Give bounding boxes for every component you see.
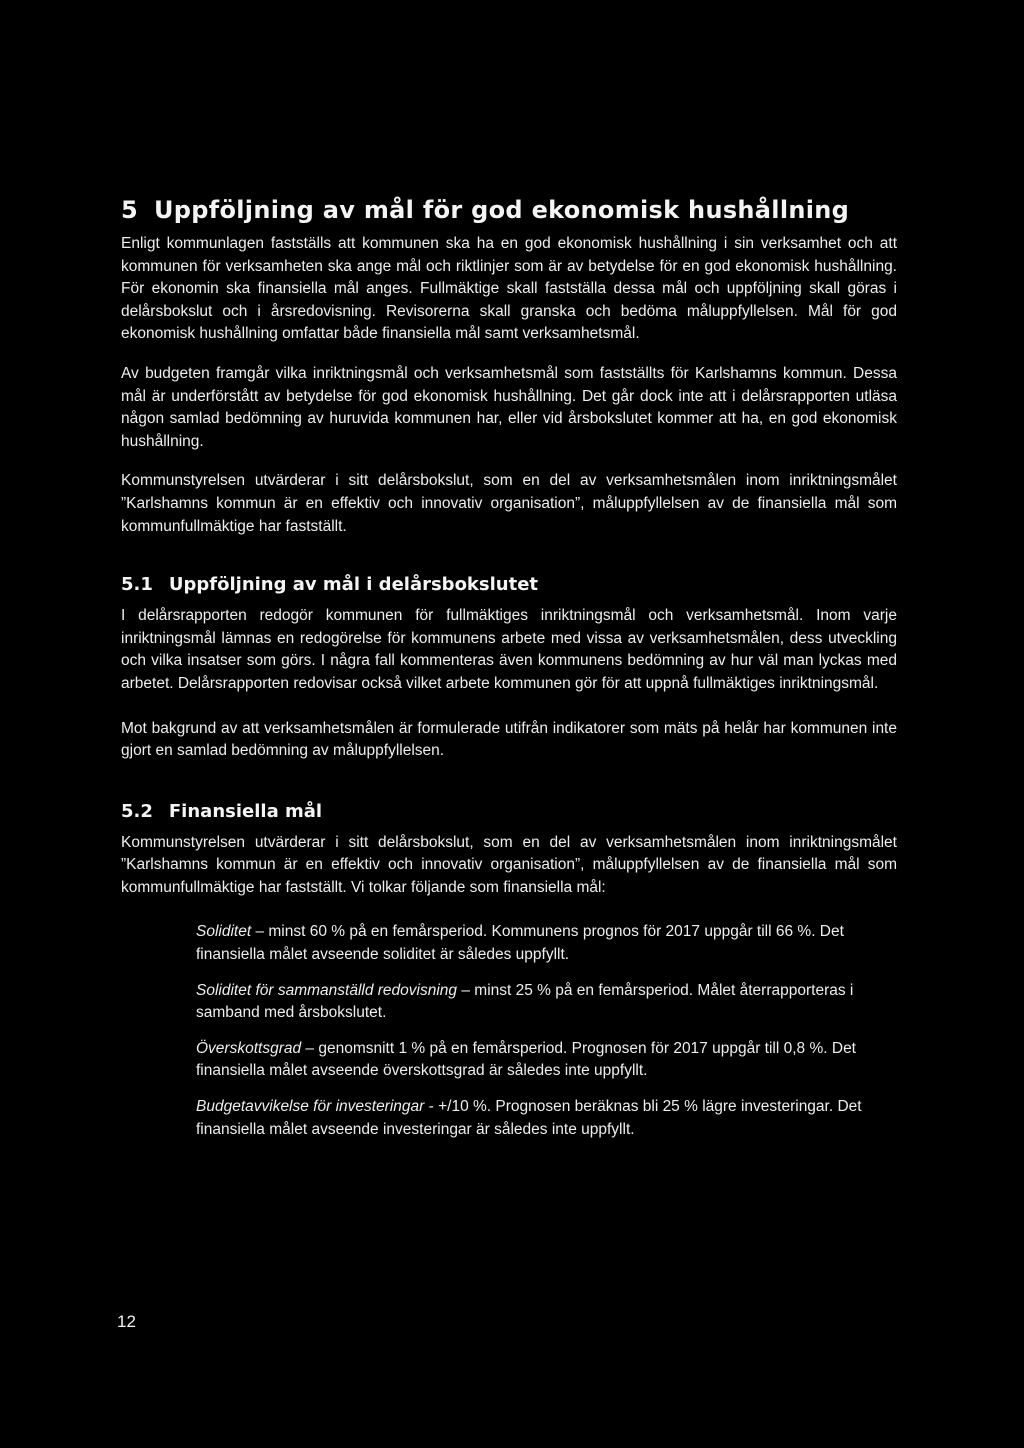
list-item [196, 980, 897, 1025]
paragraph: Av budgeten framgår vilka inriktningsmål och verksamhetsmål som fastställts för Karlshamns kommun. Dessa mål är underförstått av betydelse för god ekonomisk hushållning. Det går dock inte att i delårsrapporten utläsa någon samlad bedömning av huruvida kommunen har, eller vid årsbokslutet kommer att ha, en god ekonomisk hushållning. [121, 364, 897, 450]
list-item [196, 921, 897, 966]
paragraph: Kommunstyrelsen utvärderar i sitt delårsbokslut, som en del av verksamhetsmålen inom inriktningsmålet ”Karlshamns kommun är en effektiv och innovativ organisation”, måluppfyllelsen av de finansiella mål som kommunfullmäktige har fastställt. Vi tolkar följande som finansiella mål: [121, 833, 897, 896]
goal-name: Överskottsgrad [196, 1039, 302, 1057]
goal-name: Soliditet [196, 923, 252, 941]
paragraph: I delårsrapporten redogör kommunen för fullmäktiges inriktningsmål och verksamhetsmål. Inom varje inriktningsmål lämnas en redogörelse för kommunens arbete med vissa av verksamhetsmålen, dess utveckling och vilka insatser som görs. I några fall kommenteras även kommunens bedömning av hur väl man lyckas med arbetet. Delårsrapporten redovisar också vilket arbete kommunen gör för att uppnå fullmäktiges inriktningsmål. [121, 607, 897, 692]
subsection-heading [121, 572, 897, 598]
subsection-number: 5.1 [121, 574, 153, 596]
subsection-heading [121, 799, 897, 825]
subsection-number: 5.2 [121, 800, 153, 822]
subsection-title: Finansiella mål [168, 800, 323, 822]
section-title: Uppföljning av mål för god ekonomisk hushållning [154, 196, 850, 224]
paragraph: Enligt kommunlagen fastställs att kommunen ska ha en god ekonomisk hushållning i sin verksamhet och att kommunen för verksamheten ska ange mål och riktlinjer som är av betydelse för en god ekonomisk hushållning. För ekonomin ska finansiella mål anges. Fullmäktige skall fastställa dessa mål och uppföljning skall göras i delårsbokslut och i årsredovisning. Revisorerna skall granska och bedöma måluppfyllelsen. Mål för god ekonomisk hushållning omfattar både finansiella mål samt verksamhetsmål. [121, 235, 897, 343]
list-item [196, 1096, 897, 1141]
goal-text: – genomsnitt 1 % på en femårsperiod. Prognosen för 2017 uppgår till 0,8 %. Det finansiella målet avseende överskottsgrad är således inte uppfyllt. [196, 1039, 856, 1080]
page-number: 12 [117, 1312, 136, 1331]
page-content [121, 193, 897, 1154]
section-number: 5 [121, 196, 138, 224]
section-heading [121, 193, 897, 227]
goal-name: Budgetavvikelse för investeringar [196, 1098, 425, 1116]
goal-name: Soliditet för sammanställd redovisning [196, 981, 458, 999]
goal-text: – minst 60 % på en femårsperiod. Kommunens prognos för 2017 uppgår till 66 %. Det finansiella målet avseende soliditet är således uppfyllt. [196, 923, 844, 964]
subsection-title: Uppföljning av mål i delårsbokslutet [168, 574, 539, 596]
list-item [196, 1038, 897, 1083]
goal-text: – minst 25 % på en femårsperiod. Målet återrapporteras i samband med årsbokslutet. [196, 981, 854, 1022]
paragraph: Mot bakgrund av att verksamhetsmålen är formulerade utifrån indikatorer som mäts på helår har kommunen inte gjort en samlad bedömning av måluppfyllelsen. [121, 719, 897, 760]
goal-text: - +/10 %. Prognosen beräknas bli 25 % lägre investeringar. Det finansiella målet avseende investeringar är således inte uppfyllt. [196, 1098, 862, 1138]
paragraph: Kommunstyrelsen utvärderar i sitt delårsbokslut, som en del av verksamhetsmålen inom inriktningsmålet ”Karlshamns kommun är en effektiv och innovativ organisation”, måluppfyllelsen av de finansiella mål som kommunfullmäktige har fastställt. [121, 472, 897, 535]
financial-goals-list [196, 921, 897, 1141]
